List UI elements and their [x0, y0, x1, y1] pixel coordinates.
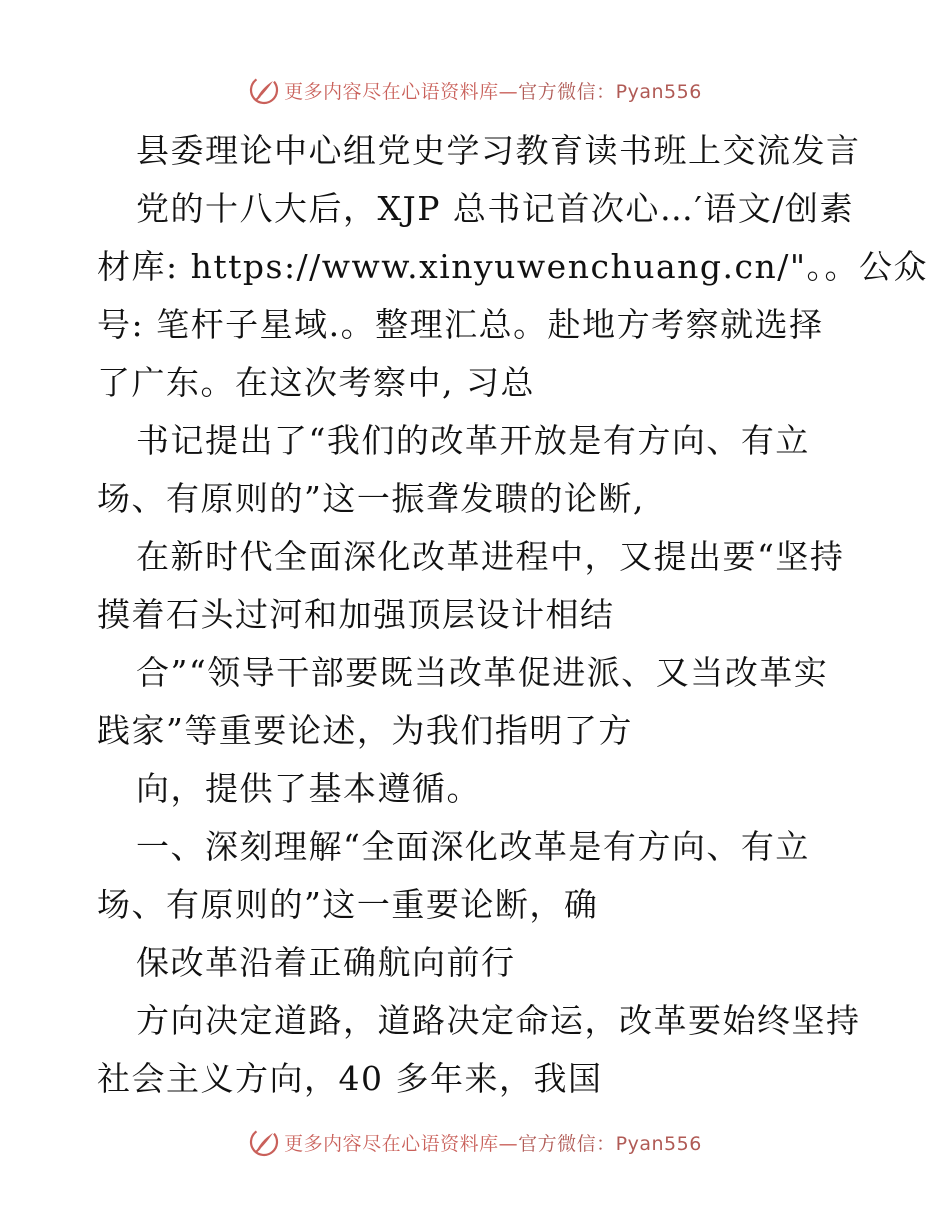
text-line: 合”“领导干部要既当改革促进派、又当改革实: [136, 653, 829, 692]
text-line: 在新时代全面深化改革进程中，又提出要“坚持: [136, 537, 845, 576]
text-line: 了广东。在这次考察中, 习总: [97, 363, 535, 402]
document-body: [97, 122, 929, 1108]
banner-dash: —: [498, 80, 519, 103]
banner-dash: —: [498, 1132, 519, 1155]
header-watermark-banner: [0, 70, 950, 110]
quill-logo-icon: [248, 74, 280, 106]
text-line: 摸着石头过河和加强顶层设计相结: [97, 595, 615, 634]
banner-wechat-text: 官方微信：Pyan556: [518, 80, 702, 103]
text-line: 场、有原则的”这一重要论断，确: [97, 885, 599, 924]
banner-wechat-text: 官方微信：Pyan556: [518, 1132, 702, 1155]
text-line: 县委理论中心组党史学习教育读书班上交流发言: [136, 131, 861, 170]
text-line: 一、深刻理解“全面深化改革是有方向、有立: [136, 827, 810, 866]
banner-main-text: 更多内容尽在心语资料库: [284, 1132, 499, 1155]
text-line: 书记提出了“我们的改革开放是有方向、有立: [136, 421, 810, 460]
banner-main-text: 更多内容尽在心语资料库: [284, 80, 499, 103]
quill-logo-icon: [248, 1126, 280, 1158]
banner-text: [284, 1129, 702, 1156]
footer-watermark-banner: [0, 1122, 950, 1162]
text-line: 践家”等重要论述，为我们指明了方: [97, 711, 633, 750]
text-line: 党的十八大后，XJP 总书记首次心…′语文/创素: [136, 189, 855, 228]
banner-text: [284, 77, 702, 104]
text-line: 材库: https://www.xinyuwenchuang.cn/"。。公众: [97, 247, 929, 286]
text-line: 向，提供了基本遵循。: [136, 769, 481, 808]
text-line: 号: 笔杆子星域.。整理汇总。赴地方考察就选择: [97, 305, 824, 344]
text-line: 场、有原则的”这一振聋发聩的论断,: [97, 479, 645, 518]
text-line: 社会主义方向，40 多年来，我国: [97, 1059, 603, 1098]
text-line: 保改革沿着正确航向前行: [136, 943, 516, 982]
text-line: 方向决定道路，道路决定命运，改革要始终坚持: [136, 1001, 861, 1040]
